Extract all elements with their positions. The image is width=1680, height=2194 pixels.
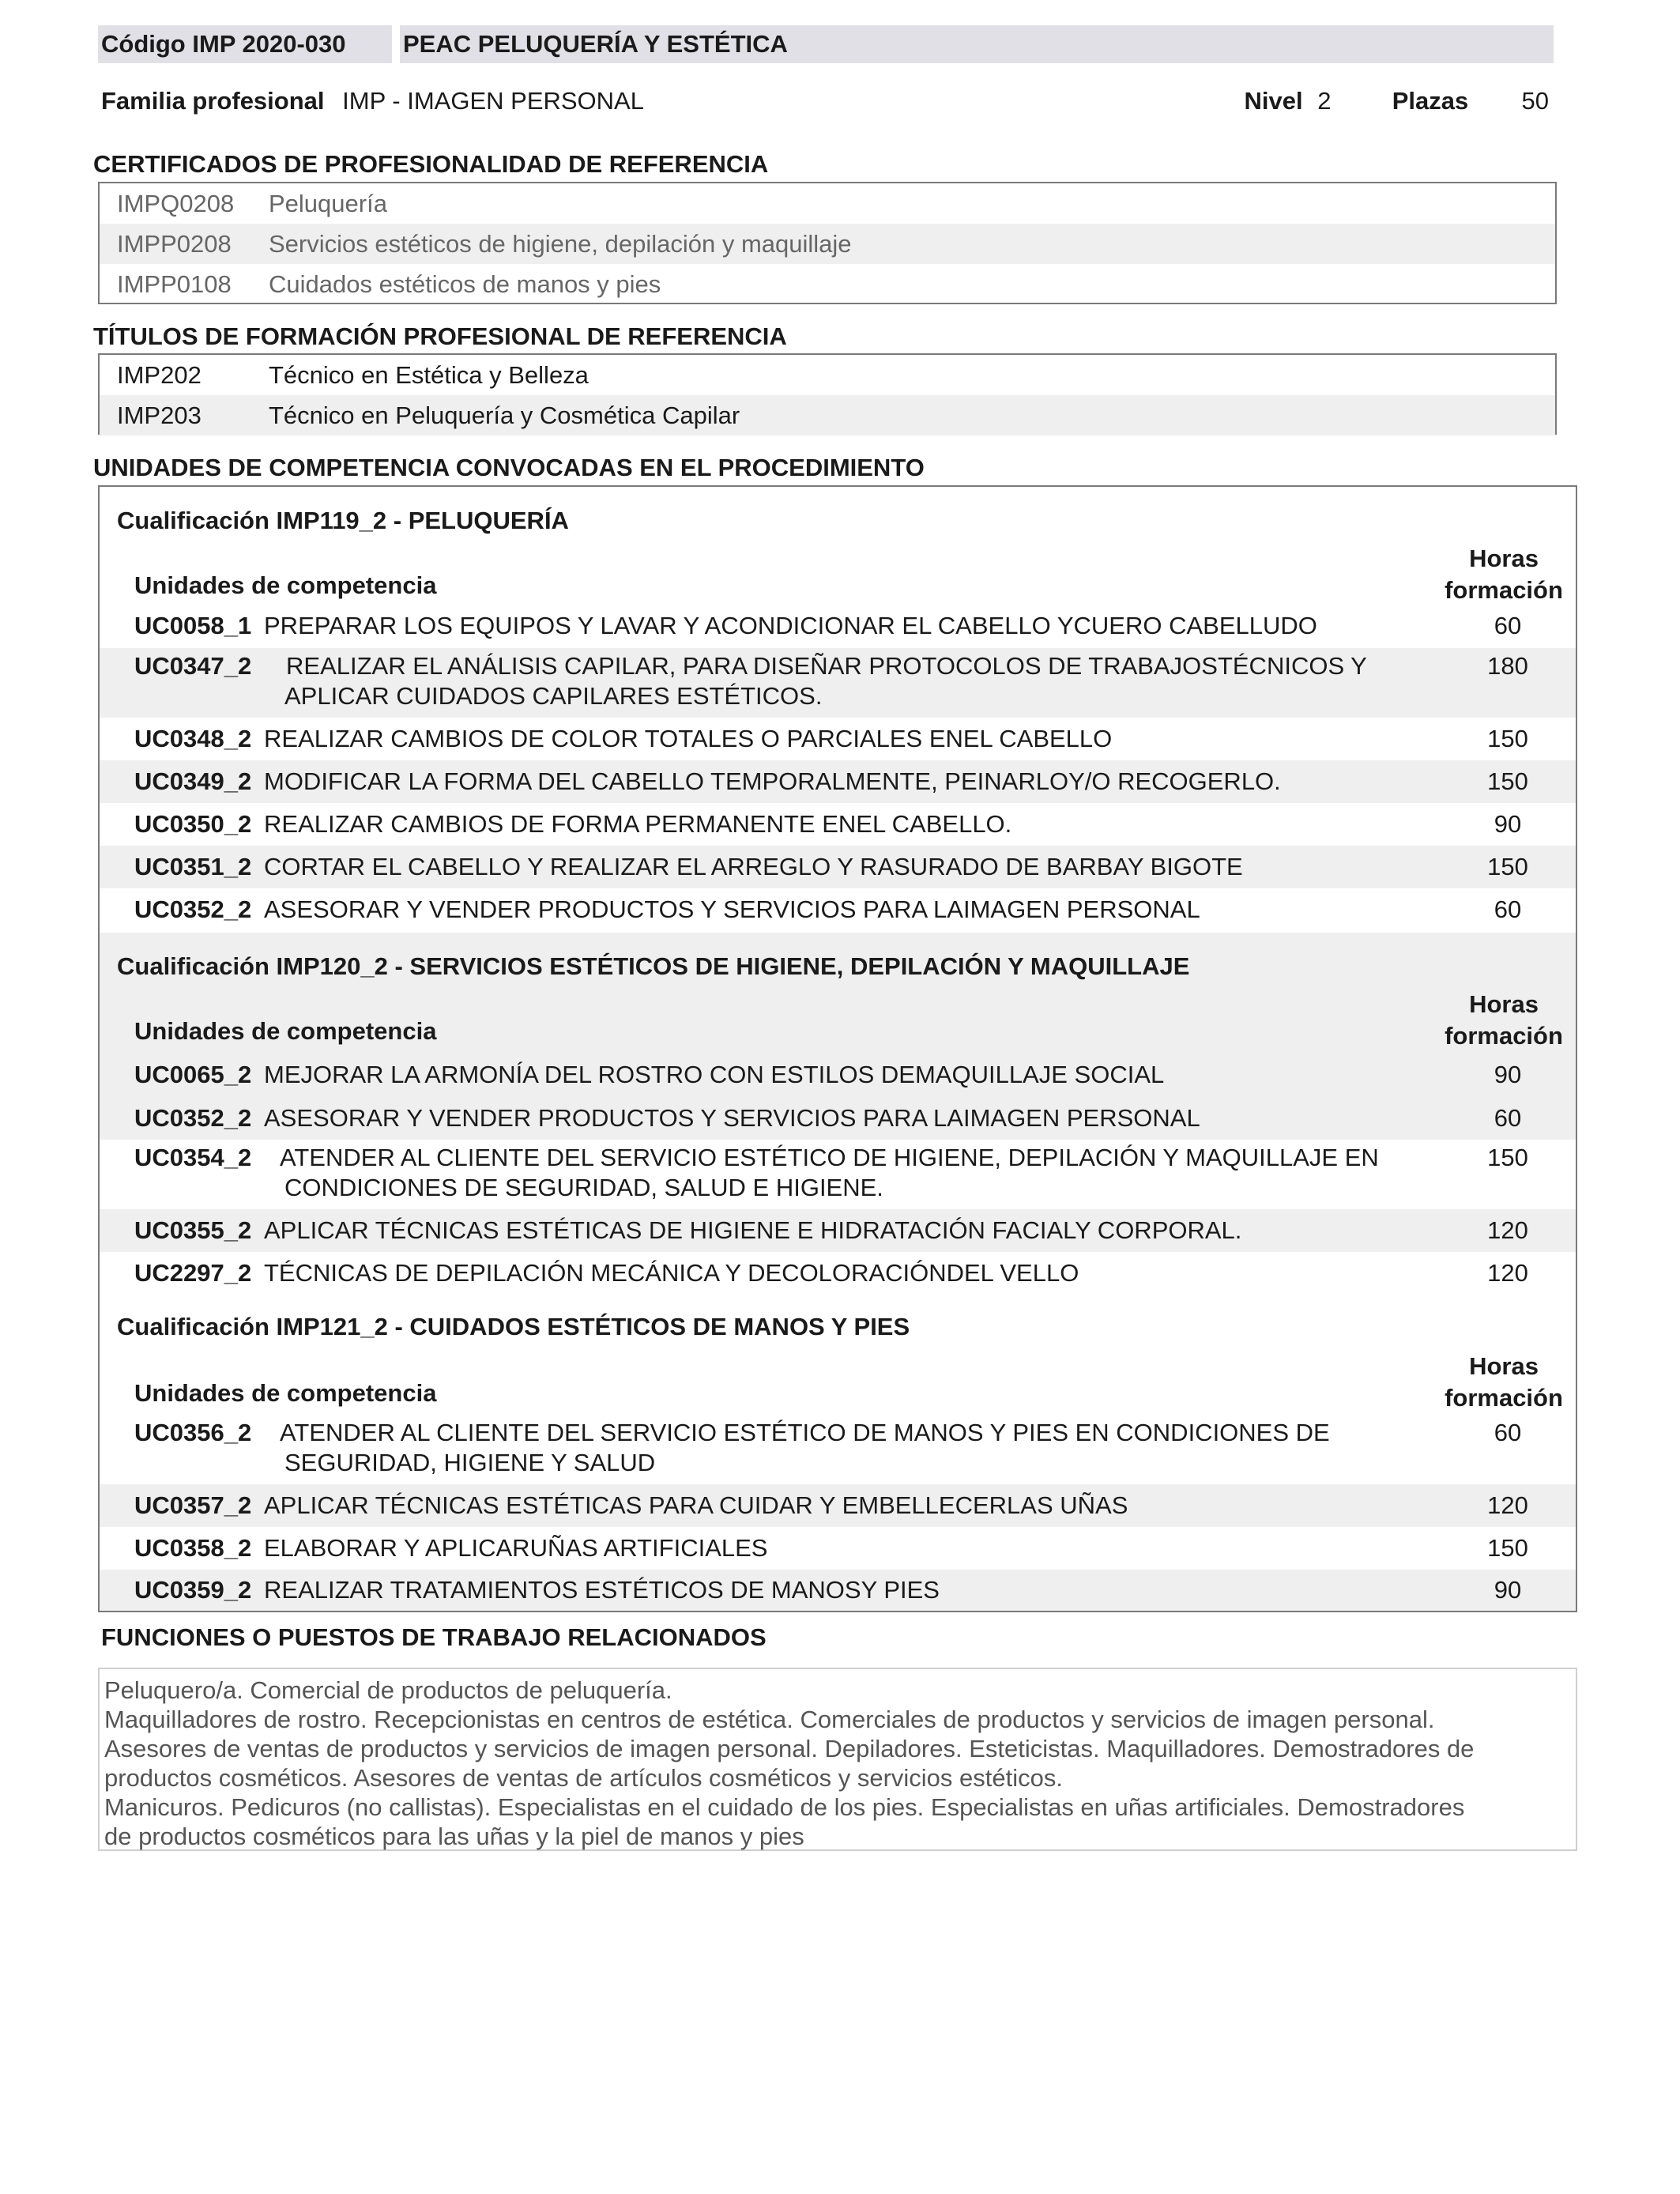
hours-header-1: Horas	[1469, 990, 1539, 1018]
uc-hours: 60	[1494, 612, 1522, 639]
funciones-title: FUNCIONES O PUESTOS DE TRABAJO RELACIONADOS	[101, 1623, 767, 1651]
certificados-table	[98, 182, 1557, 304]
uc-row	[100, 1209, 1576, 1252]
uc-text: ASESORAR Y VENDER PRODUCTOS Y SERVICIOS PARA LAIMAGEN PERSONAL	[264, 895, 1200, 923]
uc-row	[100, 718, 1576, 760]
uc-hours: 120	[1487, 1259, 1528, 1287]
hours-header-2: formación	[1445, 576, 1563, 604]
uc-text: REALIZAR CAMBIOS DE FORMA PERMANENTE ENEL CABELLO.	[264, 810, 1012, 838]
uc-code: UC0349_2	[134, 767, 252, 795]
uc-hours: 60	[1494, 1104, 1522, 1132]
uc-row	[100, 607, 1576, 645]
uc-hours: 60	[1494, 895, 1522, 923]
hours-header-1: Horas	[1469, 1352, 1539, 1380]
uc-row	[100, 760, 1576, 803]
funciones-line: Manicuros. Pedicuros (no callistas). Especialistas en el cuidado de los pies. Especialistas en uñas artificiales. Demostradores	[104, 1793, 1465, 1821]
table-row	[100, 183, 1555, 224]
uc-text: MEJORAR LA ARMONÍA DEL ROSTRO CON ESTILOS DEMAQUILLAJE SOCIAL	[264, 1061, 1165, 1088]
cert-code: IMPQ0208	[117, 190, 235, 217]
nivel-plazas	[1245, 85, 1554, 117]
uc-hours: 90	[1494, 1576, 1522, 1604]
uc-row	[100, 1097, 1576, 1140]
uc-row	[100, 1527, 1576, 1570]
titulos-title: TÍTULOS DE FORMACIÓN PROFESIONAL DE REFERENCIA	[93, 322, 787, 350]
titulo-code: IMP203	[117, 401, 202, 429]
uc-row	[100, 888, 1576, 931]
familia-label: Familia profesional	[101, 87, 325, 115]
titulo-desc: Técnico en Peluquería y Cosmética Capilar	[269, 401, 740, 429]
uc-hours: 90	[1494, 810, 1522, 838]
hours-header-2: formación	[1445, 1384, 1563, 1412]
uc-code: UC0354_2	[134, 1144, 252, 1171]
unidades-title: UNIDADES DE COMPETENCIA CONVOCADAS EN EL PROCEDIMIENTO	[93, 454, 925, 481]
uc-code: UC0358_2	[134, 1534, 252, 1562]
uc-hours: 150	[1487, 1534, 1528, 1562]
cert-desc: Servicios estéticos de higiene, depilación y maquillaje	[269, 230, 852, 258]
titulos-table	[98, 353, 1557, 435]
uc-text: TÉCNICAS DE DEPILACIÓN MECÁNICA Y DECOLORACIÓNDEL VELLO	[264, 1259, 1079, 1287]
uc-text: ATENDER AL CLIENTE DEL SERVICIO ESTÉTICO DE MANOS Y PIES EN CONDICIONES DE	[280, 1419, 1330, 1446]
uc-code: UC0350_2	[134, 810, 252, 838]
hours-header-1: Horas	[1469, 545, 1539, 572]
unidades-box	[98, 485, 1577, 1612]
nivel-value: 2	[1317, 87, 1332, 115]
uc-code: UC0058_1	[134, 612, 252, 639]
uc-hours: 180	[1487, 652, 1528, 680]
uc-hours: 120	[1487, 1216, 1528, 1244]
uc-text: CORTAR EL CABELLO Y REALIZAR EL ARREGLO Y RASURADO DE BARBAY BIGOTE	[264, 853, 1243, 880]
uc-hours: 150	[1487, 767, 1528, 795]
plazas-label: Plazas	[1392, 87, 1469, 115]
titulo-desc: Técnico en Estética y Belleza	[269, 361, 589, 389]
uc-row	[100, 1570, 1576, 1611]
uc-row	[100, 1415, 1576, 1481]
uc-text: ASESORAR Y VENDER PRODUCTOS Y SERVICIOS PARA LAIMAGEN PERSONAL	[264, 1104, 1200, 1132]
familia-value: IMP - IMAGEN PERSONAL	[342, 87, 644, 115]
codigo-cell: Código IMP 2020-030	[98, 25, 392, 63]
certificados-title: CERTIFICADOS DE PROFESIONALIDAD DE REFERENCIA	[93, 150, 769, 178]
uc-text-cont: SEGURIDAD, HIGIENE Y SALUD	[284, 1449, 656, 1476]
table-row	[100, 264, 1555, 304]
table-row	[100, 355, 1555, 395]
uc-code: UC0357_2	[134, 1491, 252, 1519]
qual-title: Cualificación IMP119_2 - PELUQUERÍA	[117, 507, 569, 534]
uc-code: UC0351_2	[134, 853, 252, 880]
uc-code: UC2297_2	[134, 1259, 252, 1287]
hours-header-2: formación	[1445, 1022, 1563, 1050]
uc-row	[100, 1484, 1576, 1527]
uc-hours: 150	[1487, 1144, 1528, 1171]
uc-hours: 150	[1487, 725, 1528, 752]
familia-row	[101, 85, 1554, 117]
funciones-line: Peluquero/a. Comercial de productos de peluquería.	[104, 1676, 672, 1704]
nivel-label: Nivel	[1244, 87, 1303, 115]
qual-title: Cualificación IMP120_2 - SERVICIOS ESTÉTICOS DE HIGIENE, DEPILACIÓN Y MAQUILLAJE	[117, 952, 1190, 980]
header-bar	[98, 25, 1554, 63]
uc-text-cont: CONDICIONES DE SEGURIDAD, SALUD E HIGIENE.	[284, 1174, 883, 1201]
cert-code: IMPP0208	[117, 230, 232, 258]
plazas-value: 50	[1521, 87, 1549, 115]
uc-row	[100, 1054, 1576, 1095]
uc-row	[100, 1140, 1576, 1209]
uc-text: REALIZAR TRATAMIENTOS ESTÉTICOS DE MANOSY PIES	[264, 1576, 940, 1604]
funciones-line: productos cosméticos. Asesores de ventas de artículos cosméticos y servicios estéticos.	[104, 1764, 1063, 1792]
cert-desc: Cuidados estéticos de manos y pies	[269, 270, 661, 298]
uc-hours: 90	[1494, 1061, 1522, 1088]
peac-cell: PEAC PELUQUERÍA Y ESTÉTICA	[400, 25, 1554, 63]
funciones-box	[98, 1668, 1577, 1851]
funciones-line: de productos cosméticos para las uñas y la piel de manos y pies	[104, 1823, 804, 1850]
uc-row	[100, 803, 1576, 846]
uc-code: UC0355_2	[134, 1216, 252, 1244]
uc-code: UC0348_2	[134, 725, 252, 752]
uc-code: UC0065_2	[134, 1061, 252, 1088]
uc-text: PREPARAR LOS EQUIPOS Y LAVAR Y ACONDICIONAR EL CABELLO YCUERO CABELLUDO	[264, 612, 1317, 639]
funciones-line: Asesores de ventas de productos y servicios de imagen personal. Depiladores. Esteticistas. Maquilladores. Demostradores de	[104, 1735, 1475, 1762]
uc-text: ELABORAR Y APLICARUÑAS ARTIFICIALES	[264, 1534, 768, 1562]
uc-header: Unidades de competencia	[134, 571, 437, 599]
uc-code: UC0347_2	[134, 652, 252, 680]
table-row	[100, 395, 1555, 435]
uc-code: UC0359_2	[134, 1576, 252, 1604]
cert-code: IMPP0108	[117, 270, 232, 298]
uc-text: REALIZAR CAMBIOS DE COLOR TOTALES O PARCIALES ENEL CABELLO	[264, 725, 1113, 752]
uc-hours: 120	[1487, 1491, 1528, 1519]
cert-desc: Peluquería	[269, 190, 387, 217]
uc-hours: 150	[1487, 853, 1528, 880]
funciones-line: Maquilladores de rostro. Recepcionistas en centros de estética. Comerciales de productos y servicios de imagen personal.	[104, 1706, 1435, 1733]
titulo-code: IMP202	[117, 361, 202, 389]
uc-hours: 60	[1494, 1419, 1522, 1446]
uc-text: ATENDER AL CLIENTE DEL SERVICIO ESTÉTICO DE HIGIENE, DEPILACIÓN Y MAQUILLAJE EN	[280, 1144, 1379, 1171]
uc-code: UC0352_2	[134, 1104, 252, 1132]
uc-row	[100, 846, 1576, 888]
uc-row	[100, 1252, 1576, 1295]
uc-text: REALIZAR EL ANÁLISIS CAPILAR, PARA DISEÑAR PROTOCOLOS DE TRABAJOSTÉCNICOS Y	[286, 652, 1367, 680]
uc-code: UC0356_2	[134, 1419, 252, 1446]
uc-text: APLICAR TÉCNICAS ESTÉTICAS PARA CUIDAR Y EMBELLECERLAS UÑAS	[264, 1491, 1128, 1519]
table-row	[100, 224, 1555, 264]
uc-code: UC0352_2	[134, 895, 252, 923]
uc-header: Unidades de competencia	[134, 1017, 437, 1045]
uc-text: APLICAR TÉCNICAS ESTÉTICAS DE HIGIENE E HIDRATACIÓN FACIALY CORPORAL.	[264, 1216, 1242, 1244]
uc-header: Unidades de competencia	[134, 1379, 437, 1407]
qual-title: Cualificación IMP121_2 - CUIDADOS ESTÉTICOS DE MANOS Y PIES	[117, 1313, 910, 1340]
uc-row	[100, 648, 1576, 718]
uc-text-cont: APLICAR CUIDADOS CAPILARES ESTÉTICOS.	[284, 682, 823, 710]
uc-text: MODIFICAR LA FORMA DEL CABELLO TEMPORALMENTE, PEINARLOY/O RECOGERLO.	[264, 767, 1281, 795]
